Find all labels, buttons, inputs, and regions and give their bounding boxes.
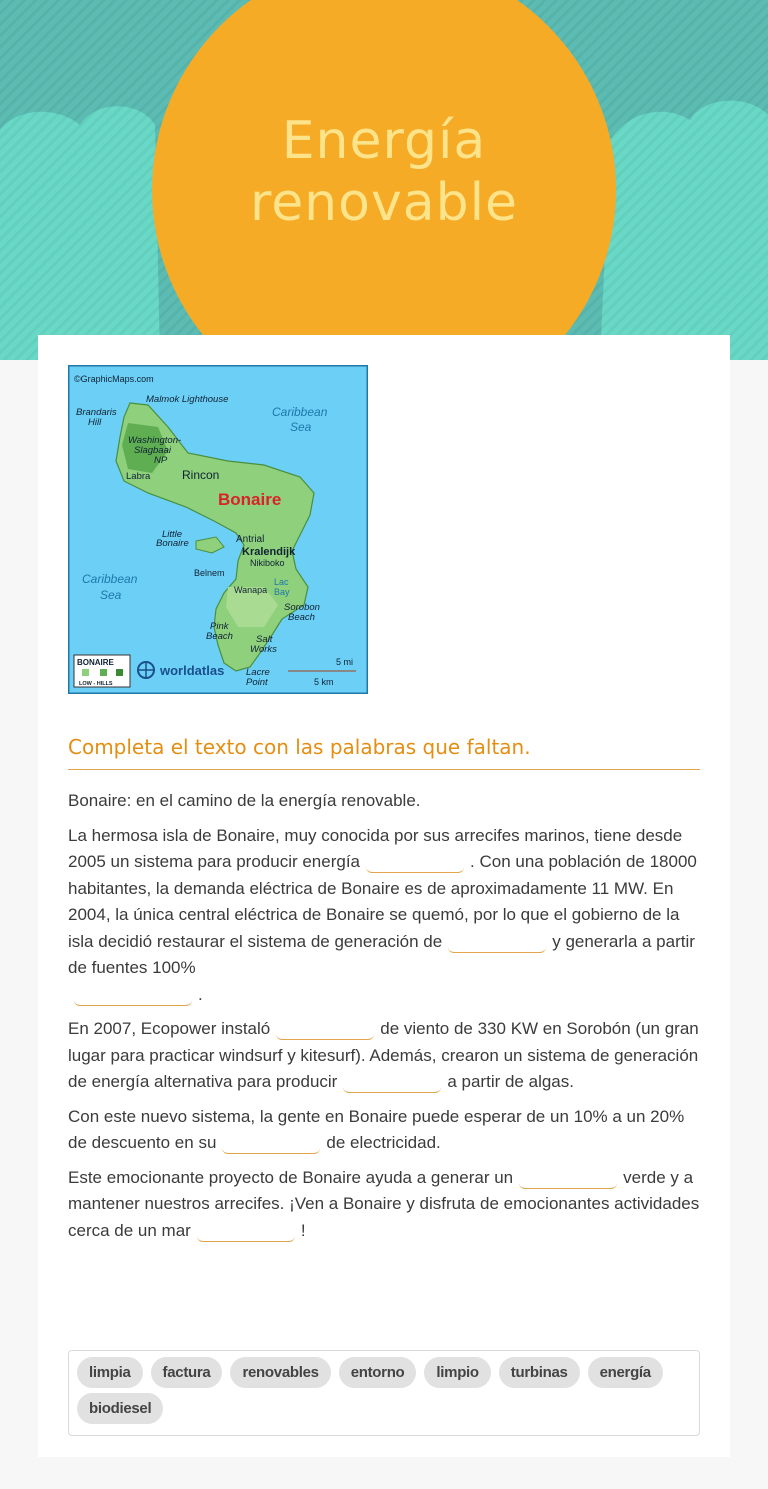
fill-in-text — [68, 788, 704, 1252]
cloud-right — [600, 101, 768, 360]
map-label-rincon: Rincon — [182, 468, 220, 482]
word-chip[interactable]: renovables — [230, 1357, 330, 1388]
map-label-pink-beach: Beach — [206, 631, 233, 642]
blank-6[interactable] — [222, 1135, 320, 1154]
map-legend-sub: LOW - HILLS — [79, 681, 113, 687]
blank-3[interactable] — [74, 987, 192, 1006]
map-label-wanapa: Wanapa — [234, 585, 268, 595]
blank-4[interactable] — [276, 1021, 374, 1040]
map-copyright: ©GraphicMaps.com — [74, 374, 154, 384]
map-label-brandaris: Brandaris — [76, 407, 117, 418]
word-chip[interactable]: limpia — [77, 1357, 143, 1388]
map-label-little: Little — [162, 529, 183, 540]
bonaire-map — [68, 365, 368, 694]
map-label-caribbean-w: Caribbean — [82, 572, 138, 586]
map-label-labra: Labra — [126, 471, 151, 482]
map-label-lacre: Lacre — [246, 667, 270, 678]
page-title: Energía renovable — [249, 111, 519, 233]
paragraph-1: La hermosa isla de Bonaire, muy conocida por sus arrecifes marinos, tiene desde 2005 un sistema para producir energía . Con una población de 18000 habitantes, la demanda eléctrica de Bonaire es de aproximadamente 11 MW. En 2004, la única central eléctrica de Bonaire se quemó, por lo que el gobierno de la isla decidió restaurar el sistema de generación de y generarla a partir de fuentes 100% . — [68, 825, 697, 1004]
instructions-heading: Completa el texto con las palabras que faltan. — [68, 735, 700, 770]
map-brand: worldatlas — [160, 663, 225, 678]
word-chip[interactable]: energía — [588, 1357, 663, 1388]
word-chip[interactable]: limpio — [424, 1357, 490, 1388]
map-label-kralendijk: Kralendijk — [242, 546, 296, 558]
map-label-sorobon: Sorobon — [284, 602, 320, 613]
map-label-slagbaai: Slagbaai — [134, 445, 171, 456]
map-label-sea-w: Sea — [100, 588, 122, 602]
map-legend-title: BONAIRE — [77, 658, 114, 667]
map-label-antrial: Antrial — [236, 534, 265, 545]
header-banner — [0, 0, 768, 360]
word-chip[interactable]: entorno — [339, 1357, 417, 1388]
map-label-washington: Washington- — [128, 435, 182, 446]
map-label-salt: Salt — [256, 634, 273, 645]
blank-8[interactable] — [197, 1223, 295, 1242]
map-label-malmok: Malmok Lighthouse — [146, 394, 229, 405]
map-label-belnem: Belnem — [194, 568, 225, 578]
blank-1[interactable] — [366, 854, 464, 873]
paragraph-3: Con este nuevo sistema, la gente en Bonaire puede esperar de un 10% a un 20% de descuento en su de electricidad. — [68, 1106, 685, 1152]
map-label-lac: Lac — [274, 577, 289, 587]
map-label-caribbean-ne: Caribbean — [272, 405, 328, 419]
map-scale-mi: 5 mi — [336, 657, 354, 667]
map-label-sorobon-beach: Beach — [288, 612, 315, 623]
map-label-np: NP — [154, 455, 168, 466]
paragraph-2: En 2007, Ecopower instaló de viento de 330 KW en Sorobón (un gran lugar para practicar windsurf y kitesurf). Además, crearon un sistema de generación de energía alternativa para producir a partir de algas. — [68, 1019, 699, 1091]
map-label-little-bonaire: Bonaire — [156, 538, 189, 549]
blank-7[interactable] — [519, 1170, 617, 1189]
map-label-bay: Bay — [274, 587, 290, 597]
map-label-works: Works — [250, 644, 277, 655]
map-scale-km: 5 km — [314, 677, 334, 687]
word-bank — [68, 1350, 700, 1436]
paragraph-title: Bonaire: en el camino de la energía renovable. — [68, 791, 421, 810]
map-label-pink: Pink — [210, 621, 229, 632]
paragraph-4: Este emocionante proyecto de Bonaire ayuda a generar un verde y a mantener nuestros arrecifes. ¡Ven a Bonaire y disfruta de emocionantes actividades cerca de un mar ! — [68, 1167, 700, 1240]
blank-2[interactable] — [448, 934, 546, 953]
map-label-bonaire: Bonaire — [218, 490, 282, 509]
map-label-hill: Hill — [88, 417, 102, 428]
worksheet-card — [38, 335, 730, 1457]
map-label-point: Point — [246, 677, 268, 688]
word-chip[interactable]: turbinas — [499, 1357, 580, 1388]
cloud-left — [0, 106, 160, 360]
word-chip[interactable]: factura — [151, 1357, 223, 1388]
word-chip[interactable]: biodiesel — [77, 1393, 163, 1424]
blank-5[interactable] — [343, 1074, 441, 1093]
map-label-sea-ne: Sea — [290, 420, 312, 434]
map-label-nikiboko: Nikiboko — [250, 558, 285, 568]
